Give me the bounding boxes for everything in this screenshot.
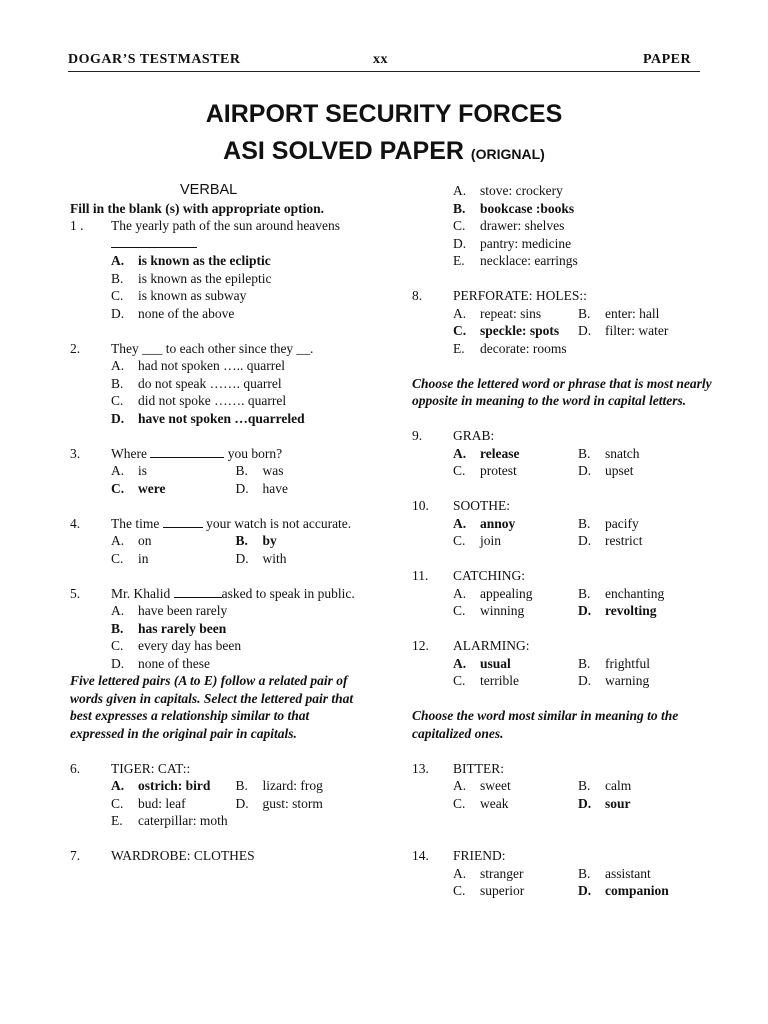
option-b: B. frightful	[578, 655, 650, 671]
subtitle-tag: (ORIGNAL)	[470, 146, 545, 162]
options-row-ab	[70, 532, 360, 550]
question-text: ALARMING:	[453, 638, 530, 653]
running-header-right: PAPER	[643, 52, 692, 67]
question-3	[70, 445, 360, 498]
question-12	[412, 637, 712, 690]
option-a: A. annoy	[453, 515, 516, 531]
option-a: A. usual	[453, 655, 511, 671]
question-5	[70, 585, 360, 673]
page-title: AIRPORT SECURITY FORCES	[205, 100, 563, 128]
question-6	[70, 760, 360, 830]
option-b: B. calm	[578, 778, 632, 793]
option-b: B. enchanting	[578, 585, 665, 601]
question-number: 10.	[412, 498, 429, 513]
option-a: A. stove: crockery	[453, 183, 563, 198]
subtitle-main: ASI SOLVED PAPER	[223, 137, 464, 165]
question-text: TIGER: CAT::	[111, 760, 191, 776]
question-number: 1 .	[70, 218, 84, 233]
option-b: B. enter: hall	[578, 305, 660, 321]
option-c: C. join	[453, 533, 502, 548]
options-row-cd	[412, 602, 712, 620]
option-d: D. pantry: medicine	[453, 235, 572, 251]
option-d: D. none of these	[111, 655, 210, 671]
question-number: 6.	[70, 760, 81, 776]
option-d: D. filter: water	[578, 323, 669, 338]
option-b: B. pacify	[578, 515, 639, 531]
question-9	[412, 427, 712, 480]
option-c: C. protest	[453, 463, 517, 478]
option-c: C. were	[111, 480, 166, 496]
option-d: D. with	[235, 550, 287, 566]
option-b: B. lizard: frog	[235, 778, 323, 793]
option-a: A. repeat: sins	[453, 305, 542, 321]
options-row-cd	[412, 462, 712, 480]
question-13	[412, 760, 712, 813]
options-row-cd	[412, 322, 712, 340]
question-1	[70, 217, 360, 322]
options-row-ab	[70, 462, 360, 480]
option-d: D. companion	[578, 883, 669, 898]
option-d: D. upset	[578, 463, 634, 478]
options-row-cd	[70, 550, 360, 568]
question-number: 4.	[70, 515, 81, 531]
options-row-ab	[412, 655, 712, 673]
option-a: A. appealing	[453, 585, 533, 601]
question-text: SOOTHE:	[453, 498, 510, 513]
page-subtitle	[0, 137, 768, 166]
option-b: B. has rarely been	[111, 620, 227, 636]
option-b: B. assistant	[578, 865, 651, 881]
question-text: CATCHING:	[453, 568, 526, 583]
question-number: 14.	[412, 848, 429, 863]
option-c: C. drawer: shelves	[453, 218, 565, 233]
option-c: C. every day has been	[111, 638, 242, 653]
option-d: D. sour	[578, 795, 631, 811]
option-b: B. was	[235, 463, 284, 478]
question-text: PERFORATE: HOLES::	[453, 288, 587, 303]
option-e: E. necklace: earrings	[453, 253, 578, 268]
option-a: A. stranger	[453, 865, 524, 881]
options-row-ab	[412, 515, 712, 533]
question-number: 5.	[70, 585, 81, 601]
option-d: D. gust: storm	[235, 795, 323, 811]
option-c: C. speckle: spots	[453, 323, 560, 338]
option-c: C. bud: leaf	[111, 795, 186, 811]
question-7-options	[412, 182, 712, 270]
running-header-left: DOGAR’S TESTMASTER	[68, 52, 241, 67]
question-2	[70, 340, 360, 428]
option-b: B. bookcase :books	[453, 200, 575, 216]
option-c: C. weak	[453, 795, 509, 811]
section-heading: VERBAL	[180, 182, 238, 198]
instruction-opposite: Choose the lettered word or phrase that is most nearly opposite in meaning to the word in capital letters.	[412, 375, 712, 408]
option-a: A. is	[111, 463, 148, 478]
option-c: C. winning	[453, 603, 525, 618]
question-number: 8.	[412, 288, 423, 303]
option-a: A. on	[111, 533, 152, 548]
options-row-ab	[412, 445, 712, 463]
option-d: D. have	[235, 480, 288, 496]
option-a: A. have been rarely	[111, 603, 228, 618]
option-c: C. is known as subway	[111, 288, 247, 303]
option-c: C. in	[111, 550, 149, 566]
question-number: 13.	[412, 760, 429, 776]
option-d: D. revolting	[578, 603, 657, 618]
option-a: A. release	[453, 445, 520, 461]
option-b: B. do not speak ……. quarrel	[111, 375, 282, 391]
option-e: E. decorate: rooms	[453, 340, 567, 356]
left-column	[70, 182, 360, 865]
question-text: WARDROBE: CLOTHES	[111, 848, 255, 863]
question-text: FRIEND:	[453, 848, 506, 863]
question-text: The yearly path of the sun around heavens	[111, 217, 360, 252]
instruction-fill-blank: Fill in the blank (s) with appropriate option.	[70, 200, 325, 216]
option-c: C. terrible	[453, 673, 519, 688]
right-column	[412, 182, 712, 900]
question-text: They ___ to each other since they __.	[111, 340, 314, 356]
question-11	[412, 567, 712, 620]
question-text: The time your watch is not accurate.	[111, 515, 352, 531]
options-row-ab	[412, 305, 712, 323]
option-c: C. superior	[453, 883, 525, 898]
instruction-analogy: Five lettered pairs (A to E) follow a related pair of words given in capitals. Select the lettered pair that best expresses a relationship similar to that expressed in the original pair in capitals.	[70, 673, 354, 741]
question-text: Where you born?	[111, 445, 283, 461]
instruction-similar: Choose the word most similar in meaning to the capitalized ones.	[412, 708, 679, 741]
question-14	[412, 847, 712, 900]
question-10	[412, 497, 712, 550]
options-row-cd	[70, 795, 360, 813]
options-row-cd	[412, 532, 712, 550]
options-row-ab	[70, 777, 360, 795]
option-e: E. caterpillar: moth	[111, 813, 228, 828]
question-text: GRAB:	[453, 428, 495, 443]
option-c: C. did not spoke ……. quarrel	[111, 393, 287, 408]
question-number: 3.	[70, 445, 81, 461]
options-row-ab	[412, 585, 712, 603]
options-row-ab	[412, 777, 712, 795]
option-d: D. none of the above	[111, 305, 235, 321]
question-4	[70, 515, 360, 568]
option-a: A. is known as the ecliptic	[111, 253, 271, 268]
question-number: 12.	[412, 638, 429, 653]
option-b: B. is known as the epileptic	[111, 270, 272, 286]
option-a: A. had not spoken ….. quarrel	[111, 358, 285, 373]
question-number: 9.	[412, 428, 423, 443]
question-text: Mr. Khalid asked to speak in public.	[111, 585, 355, 601]
option-d: D. restrict	[578, 533, 643, 548]
question-text: BITTER:	[453, 760, 504, 776]
option-a: A. ostrich: bird	[111, 778, 211, 793]
question-number: 7.	[70, 848, 81, 863]
options-row-cd	[412, 672, 712, 690]
options-row-cd	[412, 795, 712, 813]
option-b: B. by	[235, 533, 277, 548]
option-d: D. have not spoken …quarreled	[111, 410, 305, 426]
option-d: D. warning	[578, 673, 650, 688]
running-header-center: xx	[373, 52, 388, 67]
question-7	[70, 847, 360, 865]
options-row-cd	[70, 480, 360, 498]
options-row-ab	[412, 865, 712, 883]
question-number: 2.	[70, 340, 81, 356]
header-rule	[68, 71, 700, 72]
option-b: B. snatch	[578, 445, 640, 461]
option-a: A. sweet	[453, 778, 511, 793]
options-row-cd	[412, 882, 712, 900]
question-8	[412, 287, 712, 357]
question-number: 11.	[412, 568, 429, 583]
